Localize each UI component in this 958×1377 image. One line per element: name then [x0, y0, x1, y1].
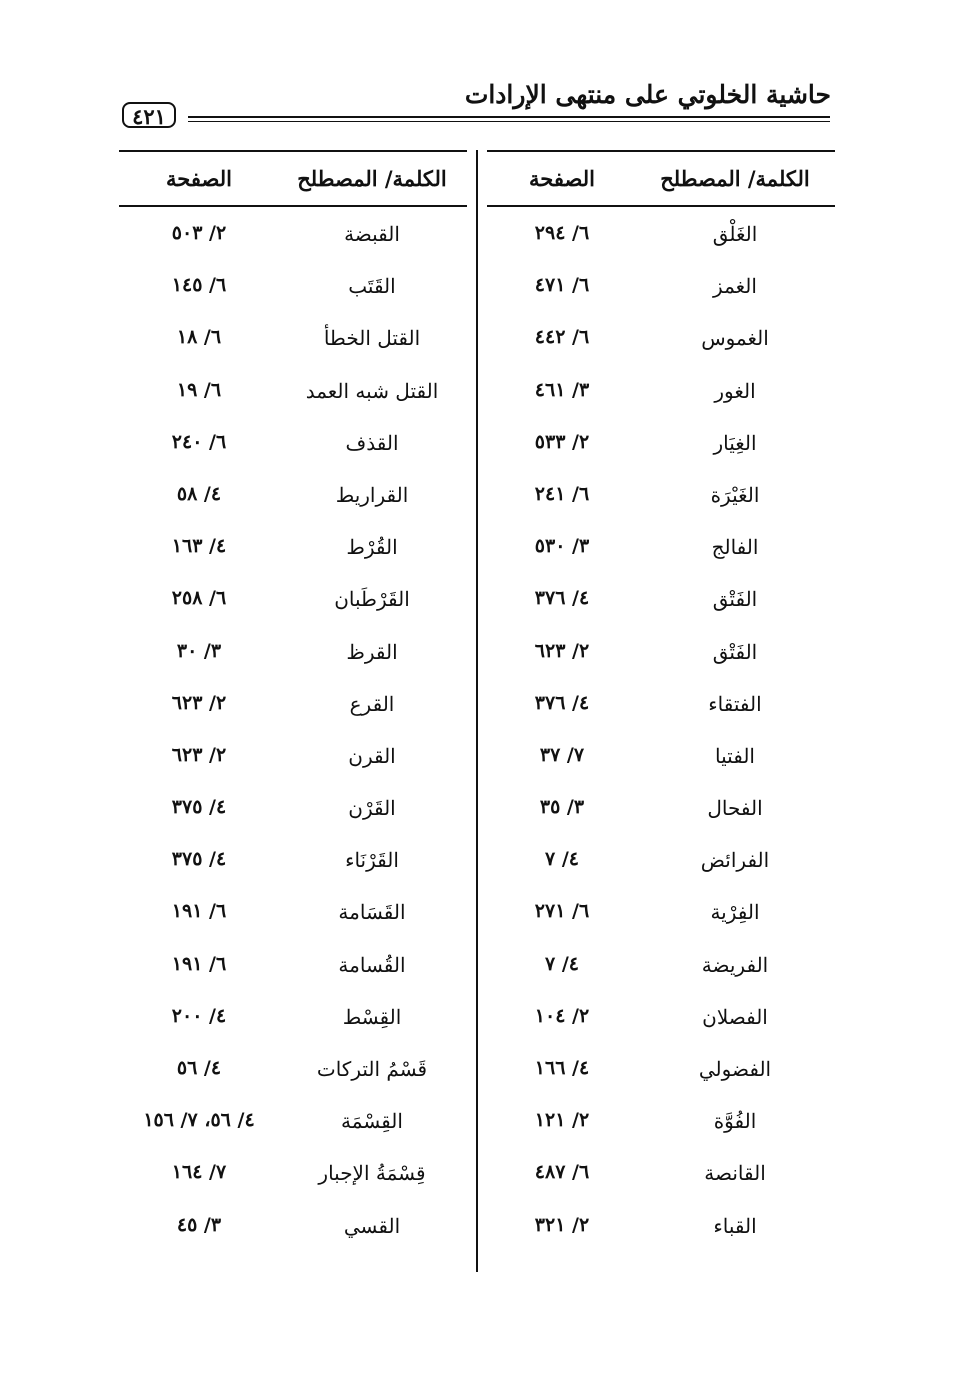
- term-cell: الغمز: [713, 274, 757, 299]
- term-cell: الغَلْق: [712, 222, 758, 246]
- term-cell: الفتيا: [715, 743, 755, 768]
- term-cell: الفحال: [707, 796, 763, 821]
- page-number: [122, 102, 176, 128]
- page-ref-cell: ٢/ ١٠٤: [534, 1004, 590, 1027]
- page-ref-cell: ٦/ ٤٧١: [534, 274, 590, 297]
- table-row: [119, 634, 467, 686]
- term-cell: قِسْمَةُ الإجبار: [318, 1161, 426, 1186]
- table-header: [487, 158, 835, 198]
- page-ref-cell: ٣/ ٤٦١: [534, 378, 590, 401]
- term-cell: الفتقاء: [708, 691, 762, 716]
- page-ref-cell: ٤/ ١٦٣: [171, 535, 227, 558]
- page-ref-cell: ٦/ ١٩١: [171, 952, 227, 975]
- table-row: [119, 1208, 467, 1260]
- page-ref-cell: ٧/ ١٦٤: [171, 1161, 227, 1184]
- page-ref-cell: ٤/ ٧: [545, 848, 579, 871]
- table-row: [487, 1103, 835, 1155]
- page-ref-cell: ٤/ ٢٠٠: [171, 1004, 227, 1027]
- page-ref-cell: ٤/ ٣٧٦: [534, 691, 590, 714]
- table-row: [119, 425, 467, 477]
- table-rule: [487, 150, 835, 152]
- page-ref-cell: ٤/ ٥٦، ٧/ ١٥٦: [143, 1109, 255, 1132]
- page-ref-cell: ٢/ ٥٣٣: [534, 430, 590, 453]
- term-cell: قَسْمُ التركات: [316, 1057, 428, 1081]
- table-row: [119, 894, 467, 946]
- table-row: [487, 268, 835, 320]
- page-ref-cell: ٦/ ١٩١: [171, 900, 227, 923]
- term-cell: الغموس: [701, 326, 769, 351]
- page-ref-cell: ٣/ ٣٠: [176, 639, 222, 662]
- term-cell: القَتَب: [348, 274, 396, 299]
- page-ref-cell: ٢/ ٥٠٣: [171, 222, 227, 244]
- page-ref-cell: ٢/ ١٢١: [534, 1109, 590, 1132]
- term-cell: القسي: [343, 1213, 401, 1238]
- page-ref-cell: ٣/ ٤٥: [176, 1213, 222, 1236]
- term-cell: القِسْمَة: [341, 1109, 403, 1134]
- table-row: [119, 268, 467, 320]
- term-cell: القتل شبه العمد: [305, 378, 439, 403]
- table-row: [119, 373, 467, 425]
- table-row: [487, 947, 835, 999]
- term-cell: القَرْن: [348, 796, 396, 821]
- page-column-header: الصفحة: [166, 166, 232, 191]
- table-row: [487, 425, 835, 477]
- table-row: [119, 320, 467, 372]
- term-cell: الفرائض: [700, 848, 770, 873]
- page-ref-cell: ٤/ ٥٦: [176, 1057, 222, 1079]
- term-cell: القبضة: [344, 222, 400, 246]
- page-ref-cell: ٦/ ٢٤١: [534, 482, 590, 505]
- table-row: [487, 581, 835, 633]
- term-column-header: الكلمة/ المصطلح: [660, 166, 810, 191]
- table-row: [487, 1208, 835, 1260]
- page-title: حاشية الخلوتي على منتهى الإرادات: [464, 80, 831, 109]
- term-cell: القباء: [713, 1213, 757, 1238]
- page-ref-cell: ٤/ ٣٧٥: [171, 848, 227, 871]
- page-number-text: ٤٢١: [132, 104, 166, 129]
- term-cell: القتل الخطأ: [323, 326, 421, 351]
- term-cell: الفريضة: [701, 952, 769, 977]
- table-row: [119, 738, 467, 790]
- term-cell: القَرْطَبان: [334, 587, 410, 612]
- table-row: [487, 842, 835, 894]
- table-row: [487, 999, 835, 1051]
- term-cell: الفضولي: [698, 1057, 772, 1081]
- term-cell: القُسامة: [338, 952, 406, 977]
- term-cell: القُرْط: [346, 535, 398, 560]
- table-row: [119, 686, 467, 738]
- table-row: [119, 477, 467, 529]
- term-cell: القذف: [345, 430, 399, 455]
- page-ref-cell: ٤/ ٣٧٥: [171, 796, 227, 819]
- page-ref-cell: ٤/ ٥٨: [176, 482, 222, 505]
- page-ref-cell: ٢/ ٦٢٣: [171, 743, 227, 766]
- table-row: [487, 477, 835, 529]
- page-ref-cell: ٦/ ٢٥٨: [171, 587, 227, 610]
- table-row: [487, 529, 835, 581]
- term-cell: الفَتْق: [712, 587, 758, 612]
- header-rule: [188, 121, 830, 122]
- table-row: [119, 1155, 467, 1207]
- table-row: [487, 373, 835, 425]
- table-row: [119, 529, 467, 581]
- table-header: [119, 158, 467, 198]
- term-cell: القراريط: [335, 482, 409, 507]
- page-ref-cell: ٦/ ٢٧١: [534, 900, 590, 923]
- header-rule: [188, 116, 830, 118]
- table-row: [487, 686, 835, 738]
- table-row: [487, 1155, 835, 1207]
- table-row: [119, 581, 467, 633]
- page-ref-cell: ٦/ ٢٤٠: [171, 430, 227, 453]
- table-row: [487, 894, 835, 946]
- table-rule: [487, 205, 835, 207]
- page-ref-cell: ٤/ ٣٧٦: [534, 587, 590, 610]
- term-cell: الغِيَار: [713, 430, 757, 455]
- term-cell: الغَيْرَة: [710, 482, 760, 507]
- page-ref-cell: ٢/ ٦٢٣: [171, 691, 227, 714]
- page-ref-cell: ٦/ ١٨: [176, 326, 222, 349]
- table-row: [119, 790, 467, 842]
- column-divider: [476, 150, 478, 1272]
- table-row: [119, 947, 467, 999]
- table-row: [487, 634, 835, 686]
- page-column-header: الصفحة: [529, 166, 595, 191]
- table-row: [119, 1051, 467, 1103]
- table-row: [487, 738, 835, 790]
- table-row: [487, 790, 835, 842]
- table-body: [487, 216, 835, 1260]
- table-row: [119, 216, 467, 268]
- page-ref-cell: ٤/ ٧: [545, 952, 579, 975]
- table-body: [119, 216, 467, 1260]
- term-cell: القرظ: [346, 639, 398, 664]
- table-row: [487, 216, 835, 268]
- term-cell: الفَتْق: [712, 639, 758, 664]
- term-cell: الفُوَّة: [713, 1109, 757, 1134]
- term-column-header: الكلمة/ المصطلح: [297, 166, 447, 191]
- page-ref-cell: ٢/ ٣٢١: [534, 1213, 590, 1236]
- page-ref-cell: ٦/ ٤٤٢: [534, 326, 590, 349]
- term-cell: القِسْط: [342, 1004, 402, 1029]
- term-cell: الفالج: [711, 535, 759, 560]
- term-cell: القَسَامة: [338, 900, 406, 925]
- table-row: [487, 320, 835, 372]
- table-rule: [119, 205, 467, 207]
- page-ref-cell: ٦/ ٤٨٧: [534, 1161, 590, 1184]
- page-ref-cell: ٧/ ٣٧: [539, 743, 585, 766]
- term-cell: القرن: [348, 743, 396, 768]
- term-cell: القانصة: [704, 1161, 766, 1186]
- table-row: [119, 842, 467, 894]
- page-ref-cell: ٦/ ١٩: [176, 378, 222, 401]
- table-row: [119, 999, 467, 1051]
- page-ref-cell: ٤/ ١٦٦: [534, 1057, 590, 1079]
- term-cell: القرع: [349, 691, 395, 716]
- page-ref-cell: ٢/ ٦٢٣: [534, 639, 590, 662]
- page-ref-cell: ٦/ ٢٩٤: [534, 222, 590, 244]
- term-cell: الغور: [714, 378, 756, 403]
- table-row: [119, 1103, 467, 1155]
- table-rule: [119, 150, 467, 152]
- page-ref-cell: ٣/ ٥٣٠: [534, 535, 590, 558]
- term-cell: القَرْنَاء: [345, 848, 399, 873]
- term-cell: الفصلان: [702, 1004, 768, 1029]
- page-ref-cell: ٣/ ٣٥: [539, 796, 585, 819]
- page-ref-cell: ٦/ ١٤٥: [171, 274, 227, 297]
- table-row: [487, 1051, 835, 1103]
- term-cell: الفِرْية: [710, 900, 760, 925]
